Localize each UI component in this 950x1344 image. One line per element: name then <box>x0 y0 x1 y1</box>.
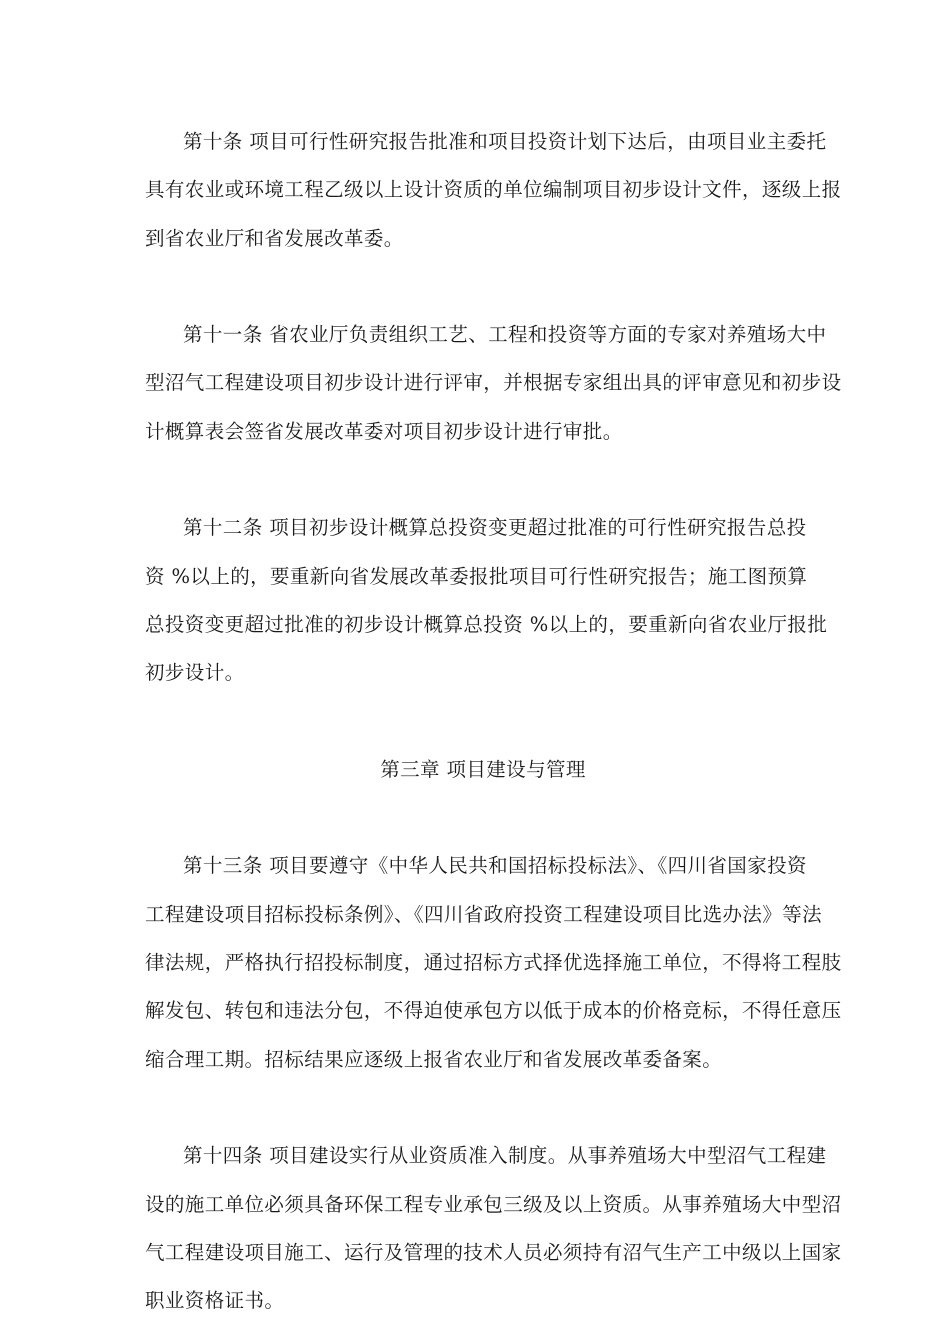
article-12 <box>145 504 828 697</box>
paragraph-gap <box>145 1084 815 1132</box>
article-12-line-3: 总投资变更超过批准的初步设计概算总投资 %以上的，要重新向省农业厅报批 <box>145 612 828 636</box>
paragraph-gap <box>145 794 815 842</box>
paragraph-gap <box>145 456 815 504</box>
article-10 <box>145 118 842 263</box>
article-14-line-2: 设的施工单位必须具备环保工程专业承包三级及以上资质。从事养殖场大中型沼 <box>145 1192 842 1216</box>
chapter-3-title: 第三章 项目建设与管理 <box>380 757 586 781</box>
article-11 <box>145 311 842 456</box>
paragraph-gap <box>145 263 815 311</box>
article-12-line-1: 第十二条 项目初步设计概算总投资变更超过批准的可行性研究报告总投 <box>183 516 807 540</box>
article-13-line-1: 第十三条 项目要遵守《中华人民共和国招标投标法》、《四川省国家投资 <box>183 854 807 878</box>
article-11-line-2: 型沼气工程建设项目初步设计进行评审，并根据专家组出具的评审意见和初步设 <box>145 371 842 395</box>
article-13-line-3: 律法规，严格执行招投标制度，通过招标方式择优选择施工单位，不得将工程肢 <box>145 951 842 975</box>
article-10-line-2: 具有农业或环境工程乙级以上设计资质的单位编制项目初步设计文件，逐级上报 <box>145 178 842 202</box>
article-14-line-1: 第十四条 项目建设实行从业资质准入制度。从事养殖场大中型沼气工程建 <box>183 1144 827 1168</box>
article-10-line-1: 第十条 项目可行性研究报告批准和项目投资计划下达后，由项目业主委托 <box>183 130 827 153</box>
article-14-line-3: 气工程建设项目施工、运行及管理的技术人员必须持有沼气生产工中级以上国家 <box>145 1240 842 1264</box>
article-13-line-2: 工程建设项目招标投标条例》、《四川省政府投资工程建设项目比选办法》等法 <box>145 902 823 926</box>
article-13 <box>145 842 842 1083</box>
article-14-line-4: 职业资格证书。 <box>145 1289 285 1313</box>
article-11-line-3: 计概算表会签省发展改革委对项目初步设计进行审批。 <box>145 419 623 443</box>
document-page <box>145 118 842 1325</box>
article-12-line-2: 资 %以上的，要重新向省发展改革委报批项目可行性研究报告；施工图预算 <box>145 564 808 588</box>
paragraph-gap <box>145 698 815 746</box>
article-14 <box>145 1132 842 1325</box>
article-13-line-4: 解发包、转包和违法分包，不得迫使承包方以低于成本的价格竞标，不得任意压 <box>145 999 842 1023</box>
article-11-line-1: 第十一条 省农业厅负责组织工艺、工程和投资等方面的专家对养殖场大中 <box>183 323 827 347</box>
article-12-line-4: 初步设计。 <box>145 661 245 685</box>
article-10-line-3: 到省农业厅和省发展改革委。 <box>145 226 404 250</box>
article-13-line-5: 缩合理工期。招标结果应逐级上报省农业厅和省发展改革委备案。 <box>145 1047 723 1071</box>
